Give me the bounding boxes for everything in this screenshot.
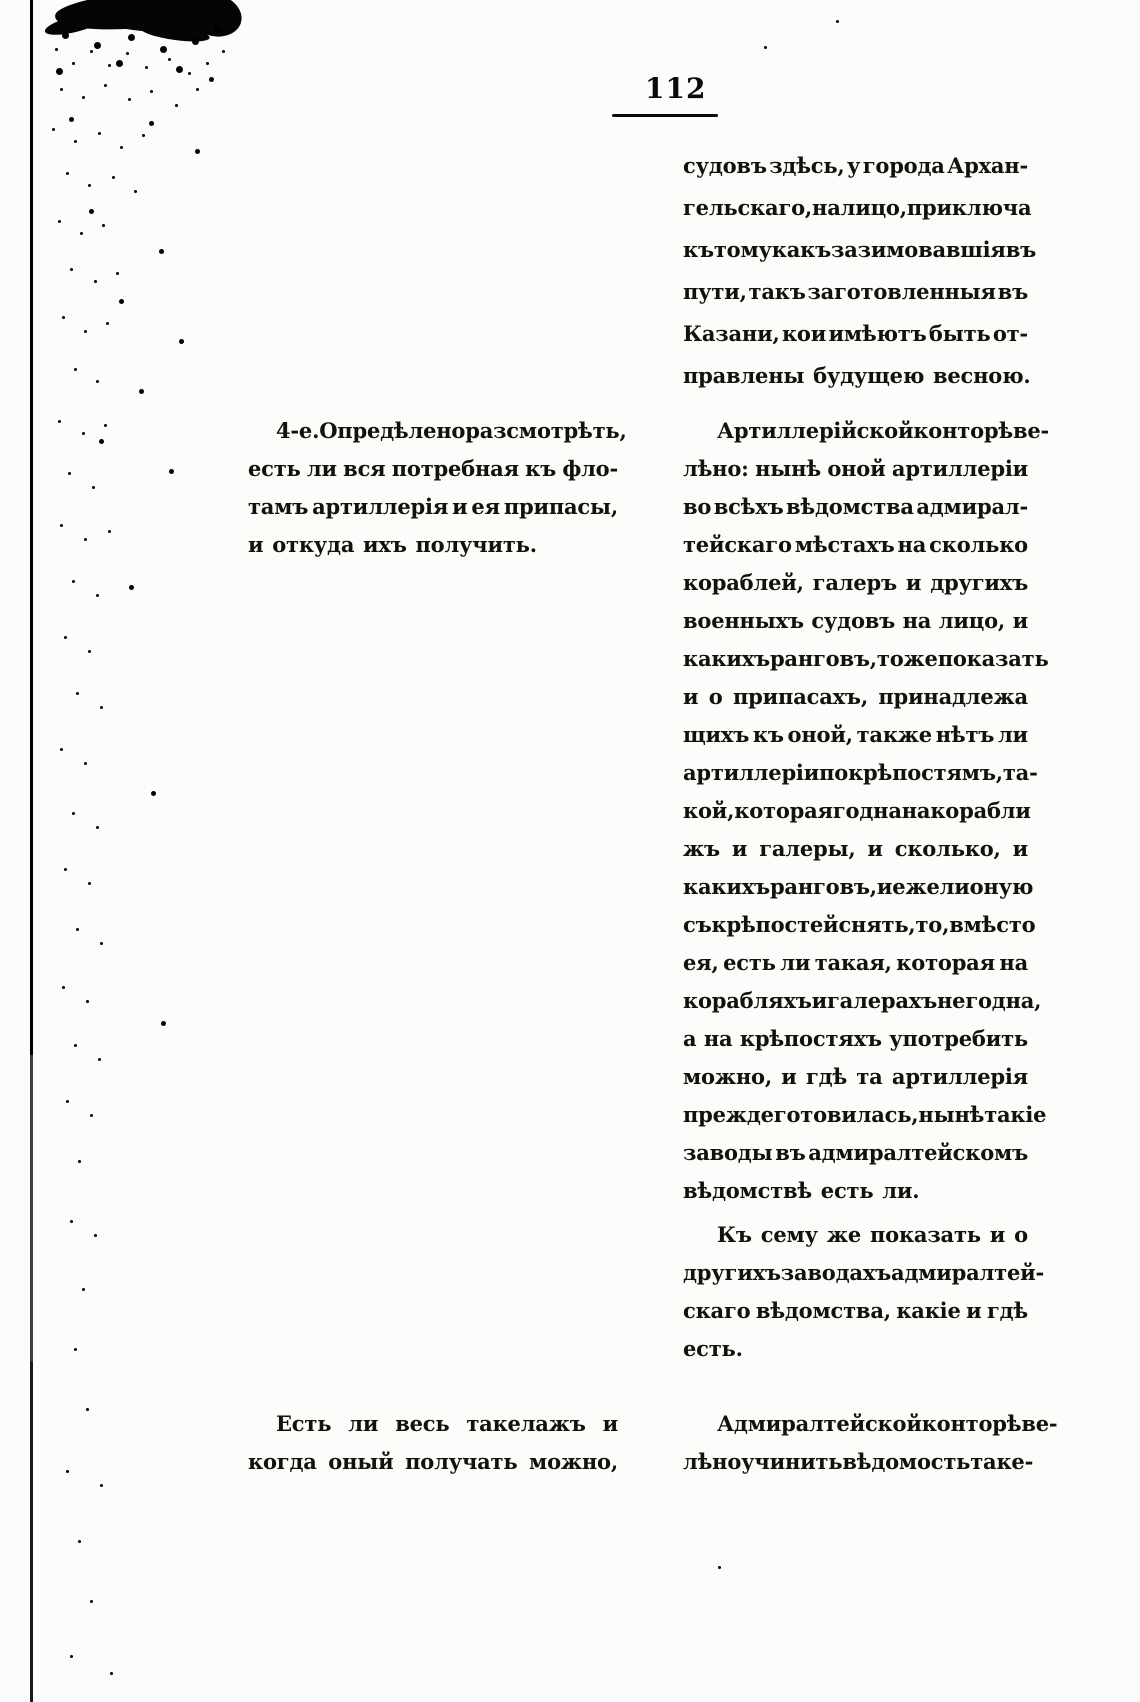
page-number-rule <box>612 114 718 117</box>
scan-edge-line <box>30 0 33 1702</box>
paragraph-other-factories-right-column: Къ сему же показать и о другихъ заводахъ адмиралтей- скаго вѣдомства, какіе и гдѣ есть. <box>683 1222 1045 1361</box>
paragraph-answer-artillery-right-column: Артиллерійской конторѣ ве- лѣно: нынѣ оной артиллеріи во всѣхъ вѣдомства адмирал- тейскаго мѣстахъ на сколько кораблей, галеръ и другихъ военныхъ судовъ на лицо, и какихъ ранговъ, тоже показать и о припасахъ, принадлежа щихъ къ оной, также нѣтъ ли артиллеріи по крѣпостямъ, та- кой, которая годна на корабли жъ и галеры, и сколько, и какихъ ранговъ, и ежели оную съ крѣпостей снять, то, вмѣсто ея, есть ли такая, которая на корабляхъ и галерахъ негодна, а на крѣпостяхъ употребить можно, и гдѣ та артиллерія прежде готовилась, нынѣ такіе заводы въ адмиралтейскомъ вѣдомствѣ есть ли. <box>683 418 1050 1203</box>
paragraph-continuation-right-column: судовъ здѣсь, у города Архан- гельскаго, на лицо, приключа къ тому какъ зазимовавшія въ пути, такъ заготовленныя въ Казани, кои имѣютъ быть от- правлены будущею весною. <box>683 153 1037 388</box>
paragraph-answer-rigging-right-column: Адмиралтейской конторѣ ве- лѣно учинить вѣдомость таке- <box>683 1411 1058 1474</box>
scan-speckles-large <box>0 0 3 3</box>
paragraph-question-4-left-column: 4-е. Опредѣлено разсмотрѣть, есть ли вся потребная къ фло- тамъ артиллерія и ея припасы, и откуда ихъ получить. <box>248 418 627 557</box>
page-number: 112 <box>645 72 707 105</box>
paragraph-question-rigging-left-column: Есть ли весь такелажъ и когда оный получать можно, <box>248 1411 618 1474</box>
